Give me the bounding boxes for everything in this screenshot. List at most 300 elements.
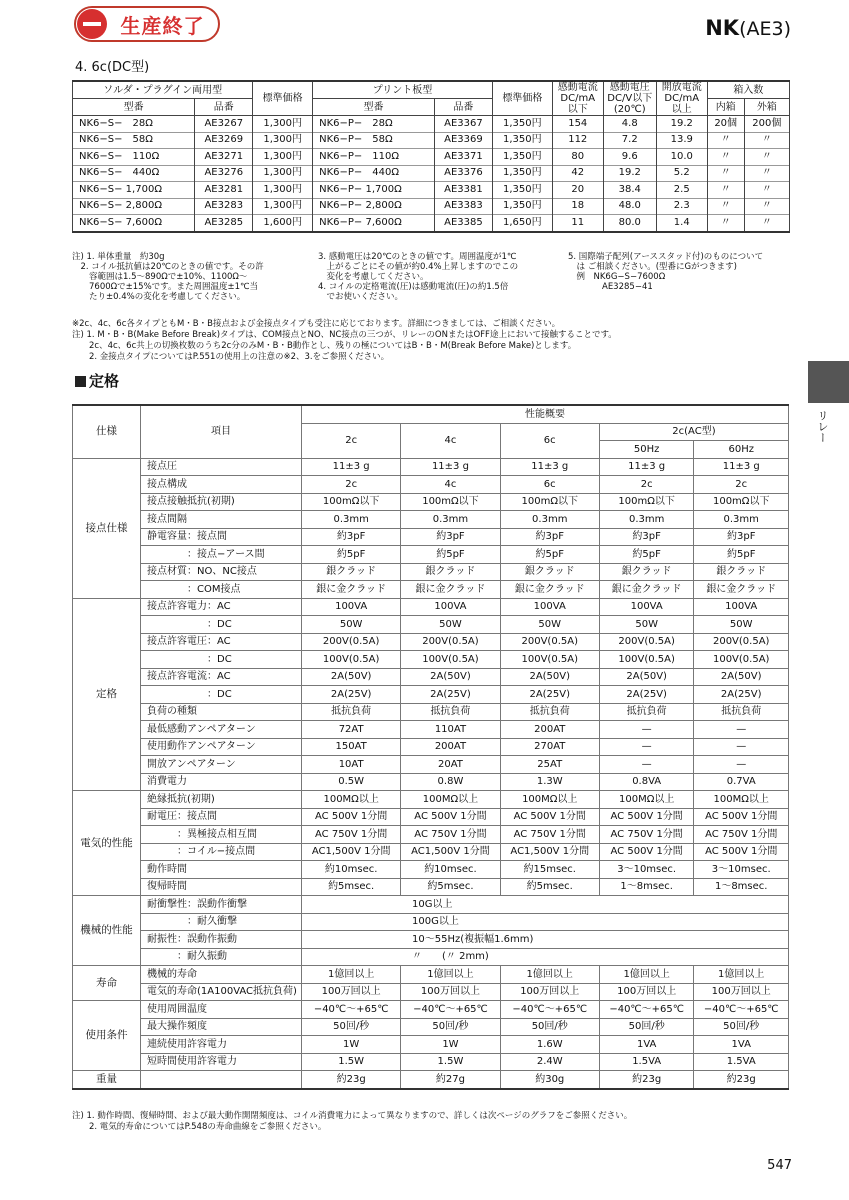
note-line: は ご相談ください。(型番にGがつきます) [568, 262, 737, 272]
cell-inner: 〃 [707, 182, 744, 199]
spec-value: 約23g [599, 1071, 694, 1089]
spec-value: 3〜10msec. [694, 861, 789, 879]
cell-part-s: AE3269 [195, 132, 253, 149]
cell-price-p: 1,350円 [492, 198, 552, 215]
cell-price-s: 1,300円 [253, 165, 313, 182]
note-line: 変化を考慮してください。 [318, 272, 429, 282]
spec-value: 2.4W [500, 1053, 599, 1071]
spec-value: 50W [401, 616, 500, 634]
spec-item: 機械的寿命 [141, 966, 302, 984]
spec-value: — [694, 721, 789, 739]
spec-value: 100MΩ以上 [302, 791, 401, 809]
note-line: 2. コイル抵抗値は20℃のときの値です。その許 [72, 262, 264, 272]
no-entry-icon [77, 9, 107, 39]
spec-value: 100V(0.5A) [302, 651, 401, 669]
th-4c: 4c [401, 423, 500, 458]
cell-part-p: AE3371 [434, 149, 492, 166]
cell-model-s: NK6−S− 7,600Ω [73, 215, 195, 232]
spec-value: AC 750V 1分間 [302, 826, 401, 844]
spec-value: 3〜10msec. [599, 861, 694, 879]
spec-value: 約10msec. [401, 861, 500, 879]
spec-value: 100VA [401, 598, 500, 616]
cell-pickup: 154 [552, 116, 603, 133]
spec-item: 開放アンペアターン [141, 756, 302, 774]
spec-value: 11±3 g [401, 458, 500, 476]
th-part-s: 品番 [195, 99, 253, 116]
spec-value: — [694, 738, 789, 756]
cell-outer: 〃 [744, 198, 789, 215]
spec-value: 25AT [500, 756, 599, 774]
cell-model-s: NK6−S− 2,800Ω [73, 198, 195, 215]
spec-value: 1億回以上 [401, 966, 500, 984]
spec-value: 1〜8msec. [694, 878, 789, 896]
cat-electrical: 電気的性能 [73, 791, 141, 896]
cell-price-p: 1,350円 [492, 182, 552, 199]
cat-rating: 定格 [73, 598, 141, 791]
spec-value: 100万回以上 [694, 983, 789, 1001]
spec-value: 100MΩ以上 [694, 791, 789, 809]
spec-value: 200AT [500, 721, 599, 739]
th-voltage: 感動電圧 DC/V以下 (20℃) [603, 81, 656, 116]
spec-value: 0.5W [302, 773, 401, 791]
spec-value: 0.7VA [694, 773, 789, 791]
cell-price-s: 1,300円 [253, 182, 313, 199]
side-tab-label: リレー [816, 410, 829, 443]
spec-value: 270AT [500, 738, 599, 756]
cell-model-p: NK6−P− 28Ω [313, 116, 435, 133]
cell-model-p: NK6−P− 440Ω [313, 165, 435, 182]
spec-row [73, 966, 789, 984]
spec-row [73, 546, 789, 564]
spec-value: 4c [401, 476, 500, 494]
spec-row [73, 476, 789, 494]
spec-value: 2A(25V) [302, 686, 401, 704]
spec-item: ：異極接点相互間 [141, 826, 302, 844]
spec-item: 絶縁抵抗(初期) [141, 791, 302, 809]
th-60hz: 60Hz [694, 441, 789, 459]
spec-value: −40℃〜+65℃ [302, 1001, 401, 1019]
spec-value: 50W [302, 616, 401, 634]
spec-value: −40℃〜+65℃ [500, 1001, 599, 1019]
note-line: 2c、4c、6c共上の切換枚数のうち2c分のみM・B・B動作とし、残りの極についてはB・B・M(Break Before Make)とします。 [72, 341, 577, 351]
discontinued-badge [74, 6, 220, 42]
spec-value: 100VA [302, 598, 401, 616]
spec-value: 抵抗負荷 [500, 703, 599, 721]
spec-value: 50W [694, 616, 789, 634]
spec-value: 0.8W [401, 773, 500, 791]
spec-value: 100万回以上 [302, 983, 401, 1001]
cell-price-p: 1,350円 [492, 149, 552, 166]
spec-value: 2c [599, 476, 694, 494]
spec-value: 0.3mm [302, 511, 401, 529]
spec-item: 接点許容電力：AC [141, 598, 302, 616]
spec-value: 50回/秒 [500, 1018, 599, 1036]
cell-release: 19.2 [656, 116, 707, 133]
spec-item: ：COM接点 [141, 581, 302, 599]
spec-value-span: 100G以上 [302, 913, 789, 931]
spec-value: 2c [302, 476, 401, 494]
note-line: たり±0.4%の変化を考慮してください。 [72, 292, 246, 302]
note-line: 2. 金接点タイプについてはP.551の使用上の注意の※2、3.をご参照ください。 [72, 352, 390, 362]
spec-value: 100VA [694, 598, 789, 616]
spec-value: 10AT [302, 756, 401, 774]
spec-value: — [599, 738, 694, 756]
cell-outer: 〃 [744, 132, 789, 149]
product-row [73, 132, 790, 149]
spec-value: −40℃〜+65℃ [694, 1001, 789, 1019]
spec-section-title: 定格 [75, 370, 119, 391]
spec-row [73, 598, 789, 616]
spec-row [73, 686, 789, 704]
spec-value: AC 500V 1分間 [302, 808, 401, 826]
cat-mechanical: 機械的性能 [73, 896, 141, 966]
cell-inner: 〃 [707, 198, 744, 215]
product-row [73, 215, 790, 232]
spec-value: 0.3mm [500, 511, 599, 529]
cell-pickup: 18 [552, 198, 603, 215]
spec-value: — [599, 721, 694, 739]
cell-pickup: 80 [552, 149, 603, 166]
cell-price-s: 1,300円 [253, 149, 313, 166]
cell-voltage: 19.2 [603, 165, 656, 182]
cell-price-p: 1,650円 [492, 215, 552, 232]
cell-part-s: AE3283 [195, 198, 253, 215]
spec-value: 約10msec. [302, 861, 401, 879]
spec-value: 0.3mm [599, 511, 694, 529]
cell-pickup: 42 [552, 165, 603, 182]
spec-value: 約27g [401, 1071, 500, 1089]
cell-part-s: AE3276 [195, 165, 253, 182]
spec-value: 約23g [302, 1071, 401, 1089]
page-number: 547 [767, 1158, 792, 1173]
th-inner: 内箱 [707, 99, 744, 116]
spec-value: 200AT [401, 738, 500, 756]
spec-value: 50回/秒 [302, 1018, 401, 1036]
product-row [73, 165, 790, 182]
cell-model-p: NK6−P− 2,800Ω [313, 198, 435, 215]
th-group-pcb: プリント板型 [313, 81, 493, 99]
spec-value: 約5pF [500, 546, 599, 564]
spec-value: 100V(0.5A) [599, 651, 694, 669]
spec-value: 約3pF [500, 528, 599, 546]
cell-release: 5.2 [656, 165, 707, 182]
spec-value: 6c [500, 476, 599, 494]
cell-price-p: 1,350円 [492, 132, 552, 149]
spec-row [73, 913, 789, 931]
spec-row [73, 651, 789, 669]
spec-value: 約3pF [694, 528, 789, 546]
spec-value: 1.5VA [694, 1053, 789, 1071]
spec-value: 銀クラッド [599, 563, 694, 581]
product-row [73, 149, 790, 166]
note-line: 上がるごとにその値が約0.4%上昇しますのでこの [318, 262, 519, 272]
th-50hz: 50Hz [599, 441, 694, 459]
spec-item: 電気的寿命(1A100VAC抵抗負荷) [141, 983, 302, 1001]
spec-item: 接点間隔 [141, 511, 302, 529]
spec-row [73, 458, 789, 476]
cell-inner: 〃 [707, 132, 744, 149]
spec-value: −40℃〜+65℃ [599, 1001, 694, 1019]
spec-row [73, 1036, 789, 1054]
notes-col3 [568, 252, 763, 292]
cell-price-s: 1,300円 [253, 198, 313, 215]
spec-item: 接点構成 [141, 476, 302, 494]
spec-value: 2A(50V) [401, 668, 500, 686]
cell-voltage: 4.8 [603, 116, 656, 133]
spec-value: 1W [401, 1036, 500, 1054]
spec-value: AC 750V 1分間 [500, 826, 599, 844]
spec-item: 接点接触抵抗(初期) [141, 493, 302, 511]
product-row [73, 198, 790, 215]
spec-item: 接点圧 [141, 458, 302, 476]
spec-value: AC 500V 1分間 [694, 808, 789, 826]
th-release: 開放電流 DC/mA 以上 [656, 81, 707, 116]
spec-value: 約30g [500, 1071, 599, 1089]
cat-weight: 重量 [73, 1071, 141, 1089]
cell-voltage: 80.0 [603, 215, 656, 232]
th-model-p: 型番 [313, 99, 435, 116]
spec-row [73, 738, 789, 756]
cell-model-p: NK6−P− 7,600Ω [313, 215, 435, 232]
cat-life: 寿命 [73, 966, 141, 1001]
spec-value: 72AT [302, 721, 401, 739]
note-line: 注) 1. 動作時間、復帰時間、および最大動作開閉頻度は、コイル消費電力によって異なりますので、詳しくは次ページのグラフをご参照ください。 [72, 1111, 633, 1121]
th-outer: 外箱 [744, 99, 789, 116]
spec-value: 200V(0.5A) [401, 633, 500, 651]
th-group-solder: ソルダ・プラグイン両用型 [73, 81, 253, 99]
spec-value: 2c [694, 476, 789, 494]
th-6c: 6c [500, 423, 599, 458]
spec-value-span: 〃 (〃 2mm) [302, 948, 789, 966]
cell-voltage: 7.2 [603, 132, 656, 149]
product-row [73, 116, 790, 133]
spec-value: AC1,500V 1分間 [302, 843, 401, 861]
spec-row [73, 1018, 789, 1036]
spec-value: AC 750V 1分間 [694, 826, 789, 844]
spec-value: — [599, 756, 694, 774]
spec-row [73, 528, 789, 546]
spec-value: 50回/秒 [599, 1018, 694, 1036]
spec-value-span: 10〜55Hz(複振幅1.6mm) [302, 931, 789, 949]
spec-value: 約5pF [401, 546, 500, 564]
spec-value: 0.3mm [694, 511, 789, 529]
cell-model-p: NK6−P− 1,700Ω [313, 182, 435, 199]
spec-item: ：DC [141, 651, 302, 669]
cell-outer: 〃 [744, 215, 789, 232]
bottom-notes [72, 1111, 632, 1133]
cell-model-p: NK6−P− 58Ω [313, 132, 435, 149]
spec-value: 50W [500, 616, 599, 634]
cell-model-s: NK6−S− 1,700Ω [73, 182, 195, 199]
spec-value: 2A(50V) [694, 668, 789, 686]
spec-value: 約3pF [401, 528, 500, 546]
spec-value: AC 500V 1分間 [599, 843, 694, 861]
cell-model-p: NK6−P− 110Ω [313, 149, 435, 166]
spec-row [73, 493, 789, 511]
spec-item: 使用動作アンペアターン [141, 738, 302, 756]
spec-value: 2A(25V) [694, 686, 789, 704]
cell-inner: 〃 [707, 215, 744, 232]
spec-row [73, 931, 789, 949]
model-title [705, 16, 791, 40]
spec-value: 1VA [599, 1036, 694, 1054]
cell-voltage: 48.0 [603, 198, 656, 215]
spec-item: ：コイル−接点間 [141, 843, 302, 861]
spec-value: 100万回以上 [599, 983, 694, 1001]
spec-item: 動作時間 [141, 861, 302, 879]
spec-value: 11±3 g [302, 458, 401, 476]
cell-part-s: AE3285 [195, 215, 253, 232]
spec-value: 約5pF [599, 546, 694, 564]
note-line: 注) 1. M・B・B(Make Before Break)タイプは、COM接点とNO、NC接点の三つが、リレーのONまたはOFF途上において接触することです。 [72, 330, 617, 340]
spec-value: 0.8VA [599, 773, 694, 791]
spec-value: 銀クラッド [694, 563, 789, 581]
spec-row [73, 878, 789, 896]
spec-item: 静電容量：接点間 [141, 528, 302, 546]
th-box: 箱入数 [707, 81, 789, 99]
spec-value: AC1,500V 1分間 [500, 843, 599, 861]
cell-inner: 20個 [707, 116, 744, 133]
spec-row [73, 896, 789, 914]
spec-item: 連続使用許容電力 [141, 1036, 302, 1054]
side-tab-marker [808, 361, 849, 403]
spec-value: 100V(0.5A) [401, 651, 500, 669]
cell-price-s: 1,300円 [253, 132, 313, 149]
spec-value: 1億回以上 [500, 966, 599, 984]
spec-value: 50回/秒 [401, 1018, 500, 1036]
spec-value: 抵抗負荷 [302, 703, 401, 721]
spec-value: 約15msec. [500, 861, 599, 879]
spec-value: AC 750V 1分間 [401, 826, 500, 844]
spec-value: 1.5VA [599, 1053, 694, 1071]
spec-value: 銀クラッド [401, 563, 500, 581]
spec-value: 1.5W [302, 1053, 401, 1071]
cell-release: 2.5 [656, 182, 707, 199]
th-pickup: 感動電流 DC/mA 以下 [552, 81, 603, 116]
note-line: AE3285−41 [568, 282, 653, 292]
spec-value: 100MΩ以上 [599, 791, 694, 809]
spec-value: 銀クラッド [500, 563, 599, 581]
spec-table-body [73, 405, 789, 1089]
note-line: ※2c、4c、6c各タイプともM・B・B接点および金接点タイプも受注に応じております。詳細につきましては、ご相談ください。 [72, 319, 561, 329]
spec-item: 接点材質：NO、NC接点 [141, 563, 302, 581]
spec-row [73, 563, 789, 581]
spec-row [73, 633, 789, 651]
spec-row [73, 948, 789, 966]
th-price-s: 標準価格 [253, 81, 313, 116]
spec-row [73, 826, 789, 844]
spec-value: −40℃〜+65℃ [401, 1001, 500, 1019]
spec-row [73, 1053, 789, 1071]
cell-outer: 〃 [744, 182, 789, 199]
cell-release: 1.4 [656, 215, 707, 232]
spec-value: 1.5W [401, 1053, 500, 1071]
spec-row [73, 773, 789, 791]
spec-value: AC1,500V 1分間 [401, 843, 500, 861]
spec-item: ：DC [141, 686, 302, 704]
spec-value: 約5msec. [302, 878, 401, 896]
spec-value: 1VA [694, 1036, 789, 1054]
spec-value: 50W [599, 616, 694, 634]
spec-value: 11±3 g [599, 458, 694, 476]
spec-item: 接点許容電流：AC [141, 668, 302, 686]
cell-release: 13.9 [656, 132, 707, 149]
th-price-p: 標準価格 [492, 81, 552, 116]
spec-item: ：接点−アース間 [141, 546, 302, 564]
spec-value: AC 750V 1分間 [599, 826, 694, 844]
spec-value: 約5pF [302, 546, 401, 564]
cat-contact: 接点仕様 [73, 458, 141, 598]
note-line: 注) 1. 単体重量 約30g [72, 252, 165, 262]
spec-item: 消費電力 [141, 773, 302, 791]
th-2c: 2c [302, 423, 401, 458]
spec-item: 接点許容電圧：AC [141, 633, 302, 651]
spec-item: 負荷の種類 [141, 703, 302, 721]
spec-value: AC 500V 1分間 [401, 808, 500, 826]
spec-value: 100V(0.5A) [694, 651, 789, 669]
spec-value: 1.6W [500, 1036, 599, 1054]
spec-value-span: 10G以上 [302, 896, 789, 914]
spec-value: 11±3 g [500, 458, 599, 476]
cell-part-s: AE3281 [195, 182, 253, 199]
spec-value: 2A(25V) [401, 686, 500, 704]
spec-value: 銀に金クラッド [599, 581, 694, 599]
cell-price-p: 1,350円 [492, 116, 552, 133]
spec-value: 100V(0.5A) [500, 651, 599, 669]
note-line: 2. 電気的寿命についてはP.548の寿命曲線をご参照ください。 [72, 1122, 327, 1132]
spec-item: 耐電圧：接点間 [141, 808, 302, 826]
spec-value: AC 500V 1分間 [694, 843, 789, 861]
spec-table [72, 404, 789, 1090]
cell-part-p: AE3385 [434, 215, 492, 232]
product-table [72, 80, 790, 233]
spec-row [73, 808, 789, 826]
spec-value: 100MΩ以上 [401, 791, 500, 809]
spec-value: 1億回以上 [599, 966, 694, 984]
spec-value: 銀に金クラッド [694, 581, 789, 599]
spec-value: 1億回以上 [302, 966, 401, 984]
model-suffix: (AE3) [739, 18, 791, 40]
cell-pickup: 112 [552, 132, 603, 149]
spec-row [73, 616, 789, 634]
spec-value: 1億回以上 [694, 966, 789, 984]
spec-value: 200V(0.5A) [694, 633, 789, 651]
cell-model-s: NK6−S− 110Ω [73, 149, 195, 166]
spec-row [73, 791, 789, 809]
spec-value: 100万回以上 [500, 983, 599, 1001]
spec-row [73, 1071, 789, 1089]
spec-value: 1〜8msec. [599, 878, 694, 896]
spec-row [73, 703, 789, 721]
spec-value: 100mΩ以下 [599, 493, 694, 511]
spec-row [73, 668, 789, 686]
spec-value: 約23g [694, 1071, 789, 1089]
spec-value: 200V(0.5A) [302, 633, 401, 651]
cell-voltage: 9.6 [603, 149, 656, 166]
spec-value: 150AT [302, 738, 401, 756]
cat-usage: 使用条件 [73, 1001, 141, 1071]
note-line: 5. 国際端子配列(アーススタッド付)のものについて [568, 252, 764, 262]
badge-label: 生産終了 [120, 13, 205, 38]
cell-pickup: 20 [552, 182, 603, 199]
spec-value: 110AT [401, 721, 500, 739]
spec-item [141, 1071, 302, 1089]
spec-value: 2A(50V) [302, 668, 401, 686]
cell-inner: 〃 [707, 165, 744, 182]
spec-row [73, 983, 789, 1001]
note-line: 7600Ωで±15%です。また周囲温度±1℃当 [72, 282, 259, 292]
cell-part-p: AE3381 [434, 182, 492, 199]
